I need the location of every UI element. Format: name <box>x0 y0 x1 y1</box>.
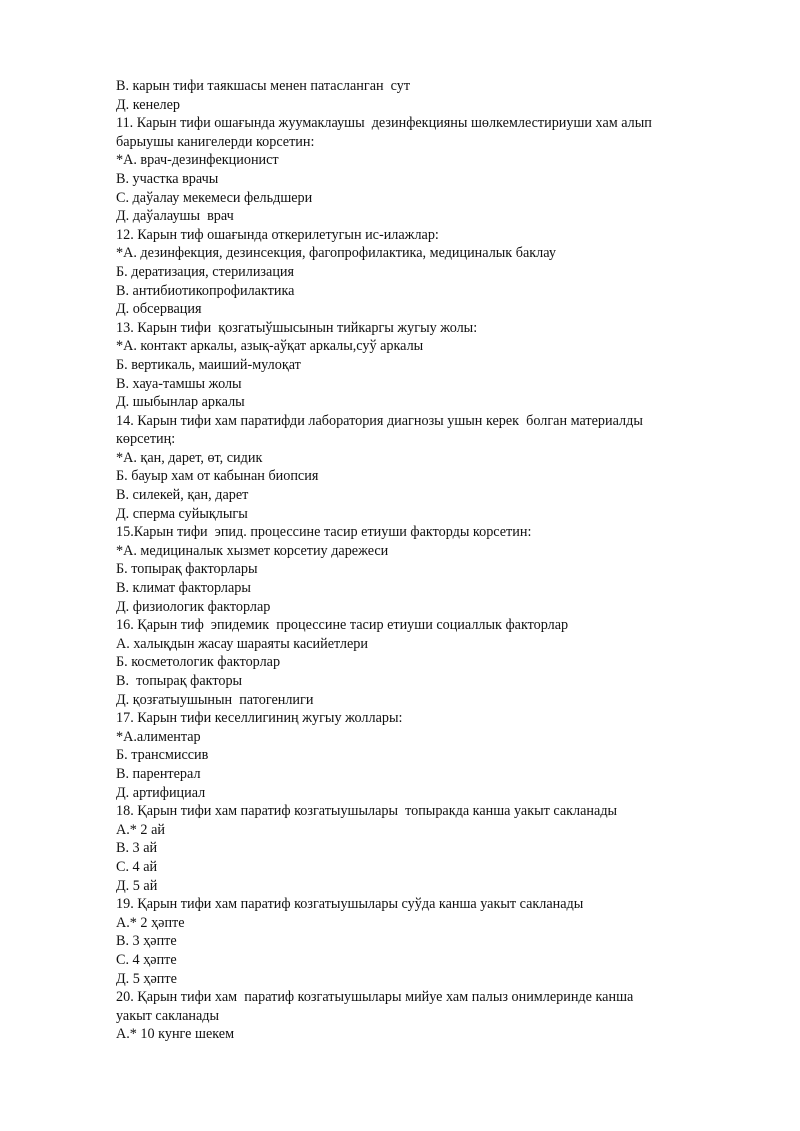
question-line: уакыт сакланады <box>116 1007 220 1024</box>
question-line: 19. Қарын тифи хам паратиф козгатыушылары суўда канша уакыт сакланады <box>116 896 584 913</box>
text-line: В. карын тифи таякшасы менен патасланган сут <box>116 78 411 94</box>
answer-line: В. участка врачы <box>116 170 219 187</box>
answer-line: Д. 5 ай <box>116 877 158 894</box>
answer-line: Б. вертикаль, маиший-мулоқат <box>116 356 301 373</box>
question-line: 18. Қарын тифи хам паратиф козгатыушылары топыракда канша уакыт сакланады <box>116 803 618 820</box>
answer-line: С. 4 ҳәпте <box>116 951 177 968</box>
answer-line: Д. 5 ҳәпте <box>116 970 177 987</box>
answer-line: Д. физиологик факторлар <box>116 598 271 615</box>
answer-line: *А.алиментар <box>116 728 201 745</box>
answer-line: Д. артифициал <box>116 784 206 801</box>
answer-line: В. 3 ҳәпте <box>116 933 177 950</box>
question-line: 17. Карын тифи кеселлигиниң жугыу жоллары: <box>116 710 403 727</box>
answer-line: Б. трансмиссив <box>116 747 209 764</box>
answer-line: В. антибиотикопрофилактика <box>116 282 295 299</box>
answer-line: Д. шыбынлар аркалы <box>116 394 245 411</box>
question-line: 14. Карын тифи хам паратифди лаборатория диагнозы ушын керек болган материалды <box>116 412 643 429</box>
answer-line: *А. контакт аркалы, азық-аўқат аркалы,суў аркалы <box>116 338 424 355</box>
answer-line: *А. медициналык хызмет корсетиу дарежеси <box>116 542 389 559</box>
question-line: 12. Карын тиф ошағында откерилетугын ис-илажлар: <box>116 226 439 243</box>
question-line: 16. Қарын тиф эпидемик процессине тасир етиуши социаллык факторлар <box>116 617 569 634</box>
answer-line: С. 4 ай <box>116 858 158 875</box>
answer-line: Д. сперма суйықлыгы <box>116 505 248 522</box>
answer-line: Д. обсервация <box>116 301 202 318</box>
answer-line: Б. дератизация, стерилизация <box>116 263 295 280</box>
question-line: көрсетиң: <box>116 431 176 448</box>
answer-line: А.* 10 кунге шекем <box>116 1026 235 1043</box>
answer-line: *А. қан, дарет, өт, сидик <box>116 449 263 466</box>
answer-line: В. 3 ай <box>116 840 158 857</box>
answer-line: Б. косметологик факторлар <box>116 654 281 671</box>
question-line: 20. Қарын тифи хам паратиф козгатыушылары мийуе хам палыз онимлеринде канша <box>116 989 634 1006</box>
answer-line: *А. дезинфекция, дезинсекция, фагопрофилактика, медициналык баклау <box>116 245 556 262</box>
answer-line: С. даўалау мекемеси фельдшери <box>116 189 313 206</box>
question-line: 15.Карын тифи эпид. процессине тасир етиуши факторды корсетин: <box>116 524 532 541</box>
answer-line: В. хауа-тамшы жолы <box>116 375 242 392</box>
answer-line: Д. даўалаушы врач <box>116 208 234 225</box>
answer-line: А. халықдын жасау шараяты касийетлери <box>116 635 368 652</box>
text-line: Д. кенелер <box>116 96 180 113</box>
question-line: 11. Карын тифи ошағында жуумаклаушы дезинфекцияны шөлкемлестириуши хам алып <box>116 115 652 132</box>
answer-line: Д. қозғатыушынын патогенлиги <box>116 691 314 708</box>
answer-line: А.* 2 ай <box>116 821 165 838</box>
answer-line: Б. бауыр хам от кабынан биопсия <box>116 468 319 485</box>
answer-line: В. топырақ факторы <box>116 673 243 689</box>
answer-line: А.* 2 ҳәпте <box>116 914 185 931</box>
answer-line: В. силекей, қан, дарет <box>116 487 249 504</box>
question-line: барыушы канигелерди корсетин: <box>116 133 315 150</box>
document-text <box>116 77 736 1044</box>
question-line: 13. Карын тифи қозгатыўшысынын тийкаргы жугыу жолы: <box>116 319 478 336</box>
answer-line: Б. топырақ факторлары <box>116 561 258 578</box>
answer-line: В. климат факторлары <box>116 580 251 597</box>
answer-line: В. парентерал <box>116 765 201 782</box>
answer-line: *А. врач-дезинфекционист <box>116 152 279 169</box>
